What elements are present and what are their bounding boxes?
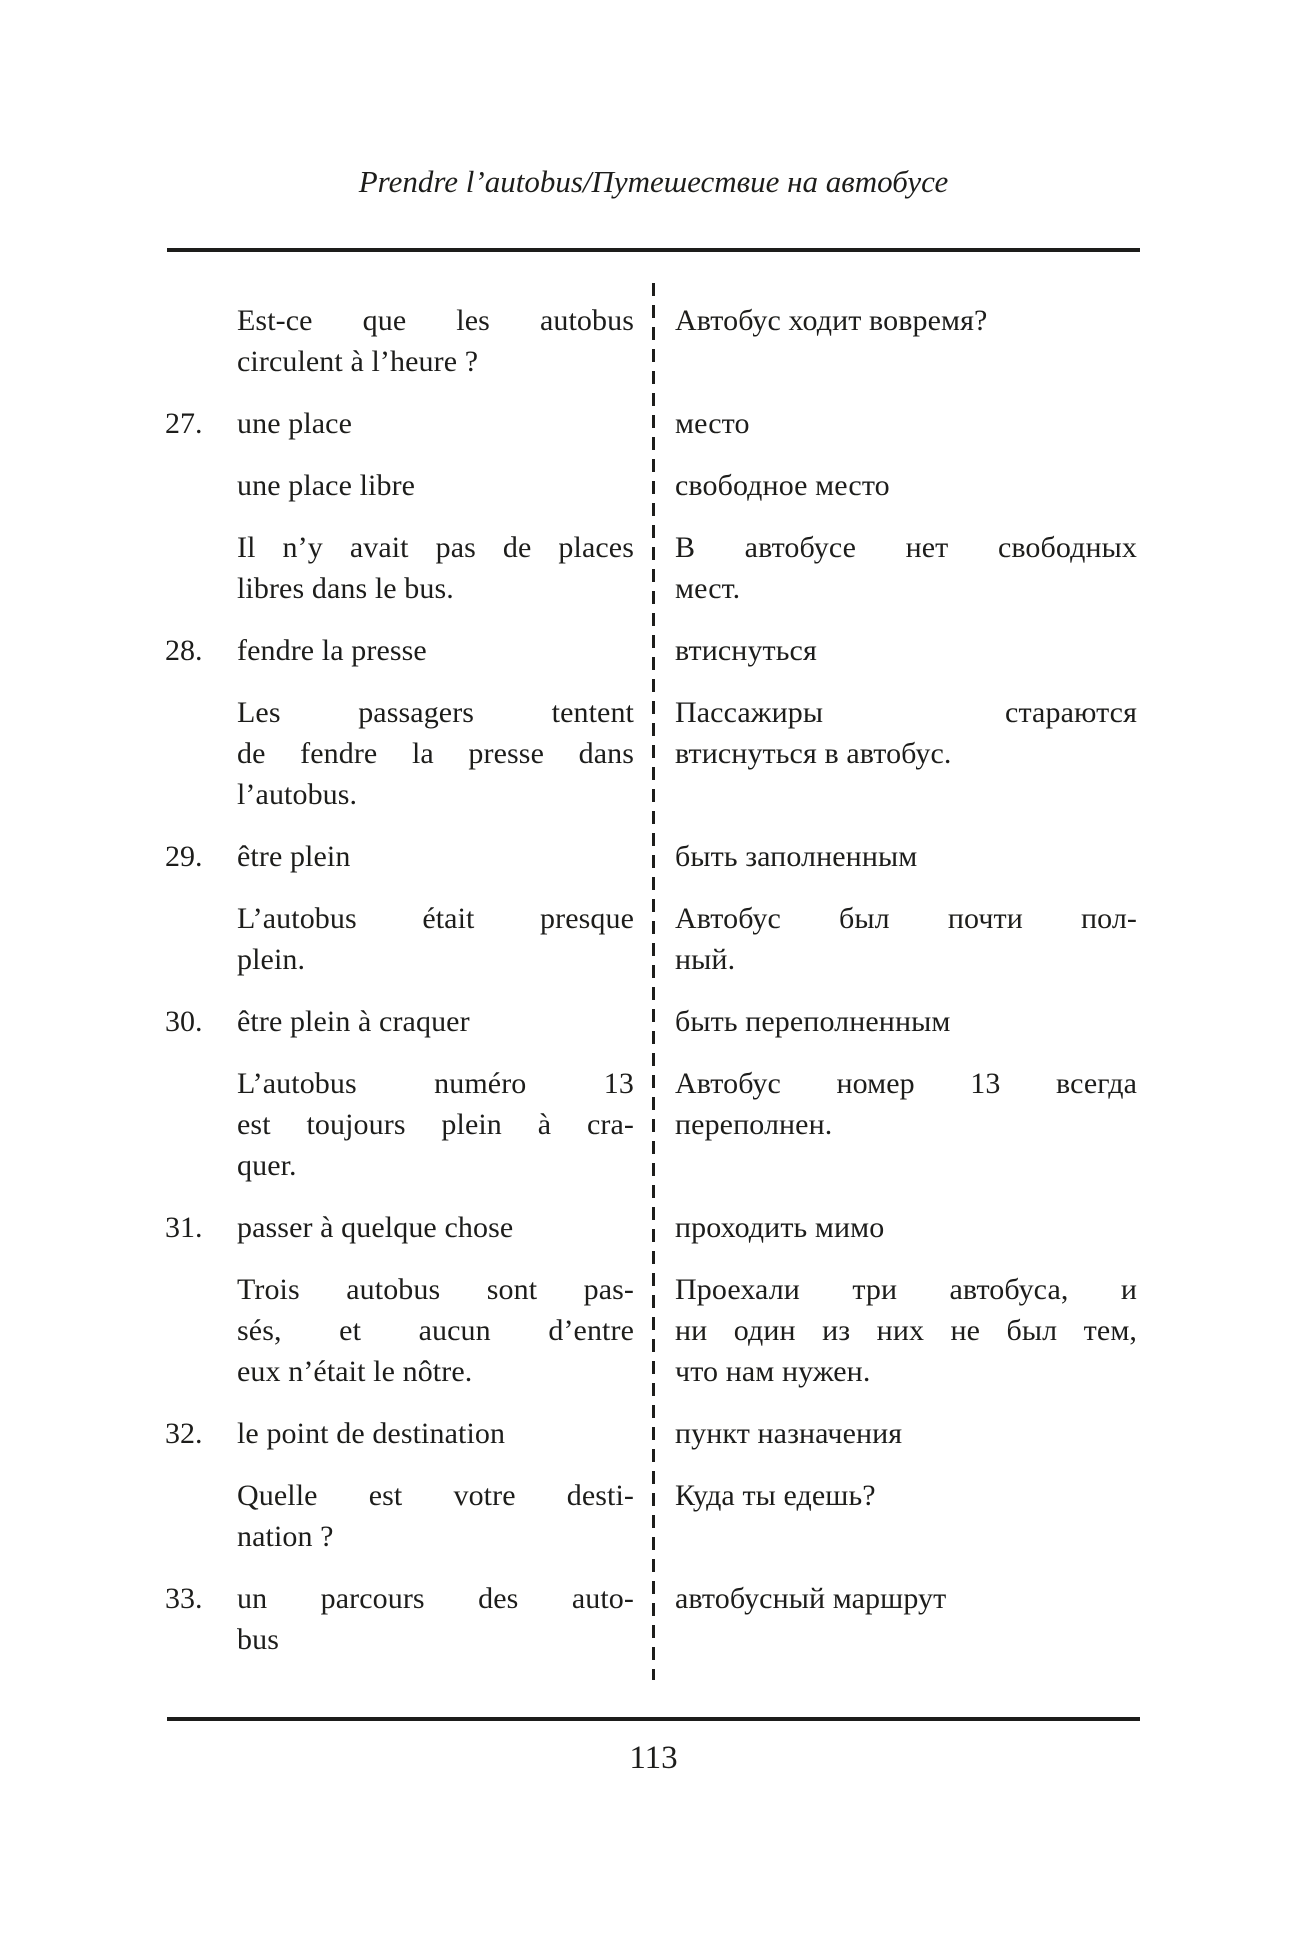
entry-number: 27.	[165, 407, 203, 440]
russian-column	[675, 1269, 1137, 1392]
top-rule	[167, 248, 1140, 252]
russian-column	[675, 630, 1137, 671]
french-column	[237, 1269, 634, 1392]
russian-line: втиснуться в автобус.	[675, 737, 952, 770]
french-line: être plein	[237, 840, 351, 873]
russian-line: автобусный маршрут	[675, 1582, 947, 1615]
french-line: Il n’y avait pas de places	[237, 531, 634, 564]
russian-line: ный.	[675, 943, 736, 976]
french-column	[237, 1063, 634, 1186]
french-line: l’autobus.	[237, 778, 358, 811]
russian-column	[675, 527, 1137, 609]
french-column	[237, 1578, 634, 1660]
entry-row	[165, 1475, 1140, 1557]
entry-row	[165, 1413, 1140, 1454]
french-line: être plein à craquer	[237, 1005, 470, 1038]
entry-row	[165, 300, 1140, 382]
french-line: L’autobus numéro 13	[237, 1067, 634, 1100]
entry-number: 29.	[165, 840, 203, 873]
russian-line: Пассажиры стараются	[675, 696, 1137, 729]
french-column	[237, 836, 634, 877]
french-column	[237, 465, 634, 506]
french-column	[237, 1001, 634, 1042]
french-line: le point de destination	[237, 1417, 506, 1450]
french-line: une place libre	[237, 469, 416, 502]
french-column	[237, 1207, 634, 1248]
entry-number: 31.	[165, 1211, 203, 1244]
french-line: une place	[237, 407, 352, 440]
russian-column	[675, 1578, 1137, 1619]
french-line: Les passagers tentent	[237, 696, 634, 729]
bottom-rule	[167, 1717, 1140, 1721]
russian-line: проходить мимо	[675, 1211, 885, 1244]
french-column	[237, 692, 634, 815]
russian-column	[675, 836, 1137, 877]
russian-line: В автобусе нет свободных	[675, 531, 1137, 564]
french-column	[237, 300, 634, 382]
russian-column	[675, 465, 1137, 506]
russian-line: свободное место	[675, 469, 890, 502]
french-column	[237, 1475, 634, 1557]
french-line: de fendre la presse dans	[237, 737, 634, 770]
french-line: plein.	[237, 943, 306, 976]
french-line: passer à quelque chose	[237, 1211, 514, 1244]
running-head: Prendre l’autobus/Путешествие на автобусе	[358, 164, 949, 199]
russian-line: мест.	[675, 572, 741, 605]
russian-column	[675, 692, 1137, 774]
french-line: eux n’était le nôtre.	[237, 1355, 473, 1388]
entry-row	[165, 465, 1140, 506]
french-line: nation ?	[237, 1520, 334, 1553]
entry-row	[165, 630, 1140, 671]
russian-line: Автобус ходит вовремя?	[675, 304, 988, 337]
russian-line: быть переполненным	[675, 1005, 951, 1038]
russian-line: Автобус номер 13 всегда	[675, 1067, 1137, 1100]
entry-row	[165, 1063, 1140, 1186]
french-column	[237, 1413, 634, 1454]
french-line: bus	[237, 1623, 279, 1656]
russian-column	[675, 1063, 1137, 1145]
entry-row	[165, 1578, 1140, 1660]
french-column	[237, 403, 634, 444]
russian-line: Проехали три автобуса, и	[675, 1273, 1137, 1306]
french-line: un parcours des auto-	[237, 1582, 634, 1615]
entry-row	[165, 1269, 1140, 1392]
french-column	[237, 898, 634, 980]
entry-row	[165, 403, 1140, 444]
russian-column	[675, 1413, 1137, 1454]
french-line: quer.	[237, 1149, 297, 1182]
french-line: sés, et aucun d’entre	[237, 1314, 634, 1347]
entry-row	[165, 1207, 1140, 1248]
french-line: circulent à l’heure ?	[237, 345, 479, 378]
entry-number: 33.	[165, 1582, 203, 1615]
russian-column	[675, 1207, 1137, 1248]
russian-column	[675, 403, 1137, 444]
russian-line: ни один из них не был тем,	[675, 1314, 1137, 1347]
russian-line: переполнен.	[675, 1108, 833, 1141]
entry-row	[165, 836, 1140, 877]
russian-line: втиснуться	[675, 634, 817, 667]
french-line: Quelle est votre desti-	[237, 1479, 634, 1512]
french-line: Trois autobus sont pas-	[237, 1273, 634, 1306]
russian-column	[675, 1475, 1137, 1516]
french-line: L’autobus était presque	[237, 902, 634, 935]
entry-number: 30.	[165, 1005, 203, 1038]
french-column	[237, 630, 634, 671]
french-line: libres dans le bus.	[237, 572, 454, 605]
russian-column	[675, 898, 1137, 980]
french-line: Est-ce que les autobus	[237, 304, 634, 337]
page-number: 113	[629, 1740, 678, 1776]
russian-column	[675, 300, 1137, 341]
entry-number: 28.	[165, 634, 203, 667]
russian-line: что нам нужен.	[675, 1355, 871, 1388]
french-column	[237, 527, 634, 609]
french-line: est toujours plein à cra-	[237, 1108, 634, 1141]
entry-row	[165, 527, 1140, 609]
russian-line: Автобус был почти пол-	[675, 902, 1137, 935]
russian-line: быть заполненным	[675, 840, 918, 873]
entry-number: 32.	[165, 1417, 203, 1450]
vocabulary-table	[165, 300, 1140, 1681]
entry-row	[165, 692, 1140, 815]
russian-line: Куда ты едешь?	[675, 1479, 876, 1512]
entry-row	[165, 898, 1140, 980]
entry-row	[165, 1001, 1140, 1042]
french-line: fendre la presse	[237, 634, 427, 667]
russian-column	[675, 1001, 1137, 1042]
russian-line: пункт назначения	[675, 1417, 903, 1450]
russian-line: место	[675, 407, 750, 440]
